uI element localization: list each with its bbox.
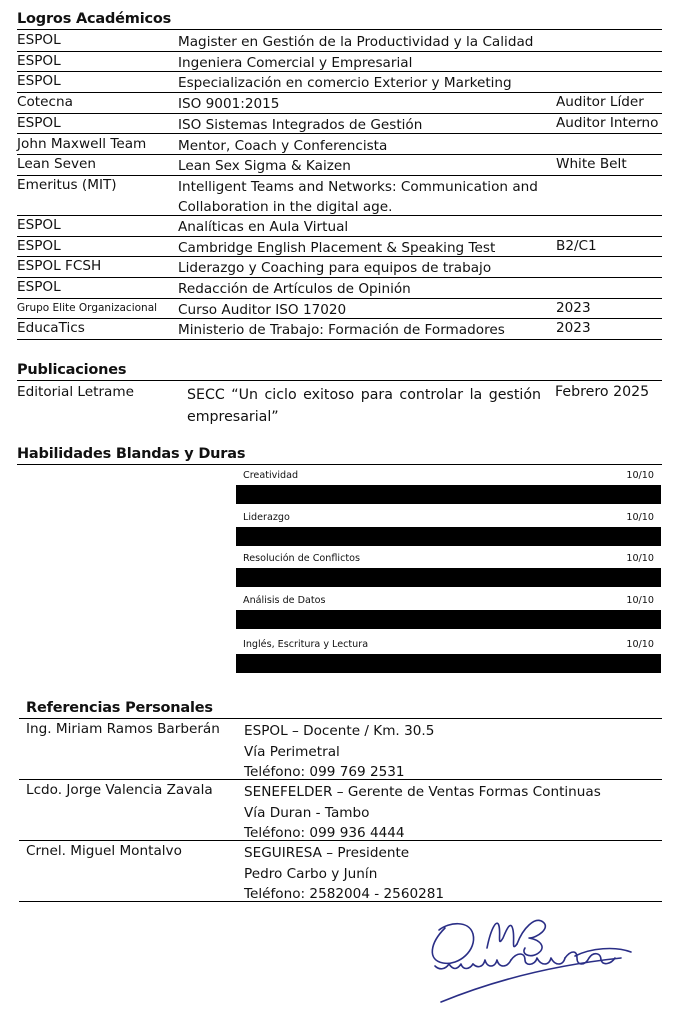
institution-cell: ESPOL: [17, 73, 61, 90]
extra-cell: White Belt: [556, 156, 627, 173]
achievement-cell: Especialización en comercio Exterior y Marketing: [178, 75, 512, 92]
skill-label: Creatividad: [243, 470, 299, 481]
skill-label: Análisis de Datos: [243, 595, 326, 606]
table-row: [17, 113, 662, 135]
extra-cell: 2023: [556, 299, 591, 316]
achievement-line: Collaboration in the digital age.: [178, 199, 393, 216]
reference-details: [244, 843, 444, 905]
achievement-cell: Ministerio de Trabajo: Formación de Formadores: [178, 322, 505, 339]
table-row: [17, 154, 662, 176]
skill-bar: [236, 527, 661, 546]
skill-item: [236, 548, 661, 592]
table-row: [17, 318, 662, 340]
extra-cell: 2023: [556, 320, 591, 337]
skill-score: 10/10: [626, 512, 654, 523]
table-row: [17, 256, 662, 278]
table-row: [17, 277, 662, 299]
table-row: [17, 92, 662, 114]
reference-line: Pedro Carbo y Junín: [244, 865, 378, 882]
skill-score: 10/10: [626, 639, 654, 650]
achievement-cell: Ingeniera Comercial y Empresarial: [178, 54, 413, 71]
reference-name: Crnel. Miguel Montalvo: [26, 843, 182, 859]
skill-item: [236, 590, 661, 634]
achievement-cell: [178, 177, 538, 218]
institution-cell: Cotecna: [17, 94, 73, 111]
table-row: [17, 175, 662, 216]
table-row: [17, 30, 662, 52]
achievement-cell: Cambridge English Placement & Speaking Test: [178, 239, 496, 256]
logros-title: Logros Académicos: [17, 11, 172, 27]
reference-line: Teléfono: 099 936 4444: [244, 825, 405, 841]
table-row: [17, 298, 662, 320]
extra-cell: Auditor Interno: [556, 114, 659, 131]
reference-row: [19, 719, 662, 780]
skill-bar: [236, 610, 661, 629]
institution-cell: Grupo Elite Organizacional: [17, 301, 158, 314]
achievement-cell: ISO Sistemas Integrados de Gestión: [178, 116, 423, 133]
table-row: [17, 215, 662, 237]
skill-item: [236, 634, 661, 678]
reference-line: Teléfono: 099 769 2531: [244, 764, 405, 780]
publication-row: [17, 384, 662, 430]
skill-bar: [236, 568, 661, 587]
reference-details: [244, 721, 434, 783]
institution-cell: ESPOL FCSH: [17, 258, 102, 275]
achievement-cell: Analíticas en Aula Virtual: [178, 218, 349, 235]
referencias-title: Referencias Personales: [26, 700, 213, 716]
institution-cell: ESPOL: [17, 237, 61, 254]
reference-name: Lcdo. Jorge Valencia Zavala: [26, 782, 213, 798]
skill-label: Resolución de Conflictos: [243, 553, 360, 564]
publication-title: SECC “Un ciclo exitoso para controlar la gestión empresarial”: [187, 387, 541, 425]
table-row: [17, 71, 662, 93]
achievement-cell: ISO 9001:2015: [178, 96, 280, 113]
institution-cell: Emeritus (MIT): [17, 176, 117, 193]
reference-details: [244, 782, 601, 844]
institution-cell: Lean Seven: [17, 156, 96, 173]
institution-cell: ESPOL: [17, 52, 61, 69]
institution-cell: John Maxwell Team: [17, 135, 147, 152]
extra-cell: B2/C1: [556, 237, 597, 254]
skill-item: [236, 507, 661, 551]
institution-cell: EducaTics: [17, 320, 85, 337]
reference-line: SENEFELDER – Gerente de Ventas Formas Continuas: [244, 784, 601, 800]
achievement-cell: Lean Sex Sigma & Kaizen: [178, 158, 351, 175]
reference-line: SEGUIRESA – Presidente: [244, 845, 410, 861]
skill-label: Inglés, Escritura y Lectura: [243, 639, 369, 650]
reference-line: Vía Duran - Tambo: [244, 804, 370, 821]
reference-row: [19, 841, 662, 902]
habilidades-title: Habilidades Blandas y Duras: [17, 446, 246, 462]
skill-score: 10/10: [626, 553, 654, 564]
skill-bar: [236, 485, 661, 504]
institution-cell: ESPOL: [17, 114, 61, 131]
extra-cell: Auditor Líder: [556, 94, 644, 111]
skill-score: 10/10: [626, 595, 654, 606]
institution-cell: ESPOL: [17, 32, 61, 48]
skill-item: [236, 465, 661, 509]
achievement-cell: Liderazgo y Coaching para equipos de trabajo: [178, 260, 492, 277]
skill-bar: [236, 654, 661, 673]
achievement-line: Intelligent Teams and Networks: Communication and: [178, 178, 538, 195]
publicaciones-rule: [17, 380, 662, 381]
publication-publisher: Editorial Letrame: [17, 384, 134, 400]
achievement-cell: Curso Auditor ISO 17020: [178, 301, 347, 318]
publicaciones-title: Publicaciones: [17, 362, 127, 378]
achievement-cell: Magister en Gestión de la Productividad y la Calidad: [178, 34, 534, 50]
achievement-cell: Mentor, Coach y Conferencista: [178, 137, 388, 154]
reference-row: [19, 780, 662, 841]
institution-cell: ESPOL: [17, 216, 61, 233]
signature-image: [425, 908, 640, 1008]
skill-label: Liderazgo: [243, 512, 290, 523]
table-row: [17, 236, 662, 258]
reference-name: Ing. Miriam Ramos Barberán: [26, 721, 220, 737]
reference-line: Vía Perimetral: [244, 743, 340, 760]
publication-date: Febrero 2025: [555, 384, 650, 400]
reference-line: ESPOL – Docente / Km. 30.5: [244, 723, 435, 739]
reference-line: Teléfono: 2582004 - 2560281: [244, 886, 445, 902]
table-row: [17, 134, 662, 156]
achievement-cell: Redacción de Artículos de Opinión: [178, 281, 411, 297]
institution-cell: ESPOL: [17, 279, 61, 295]
skill-score: 10/10: [626, 470, 654, 481]
table-row: [17, 51, 662, 73]
